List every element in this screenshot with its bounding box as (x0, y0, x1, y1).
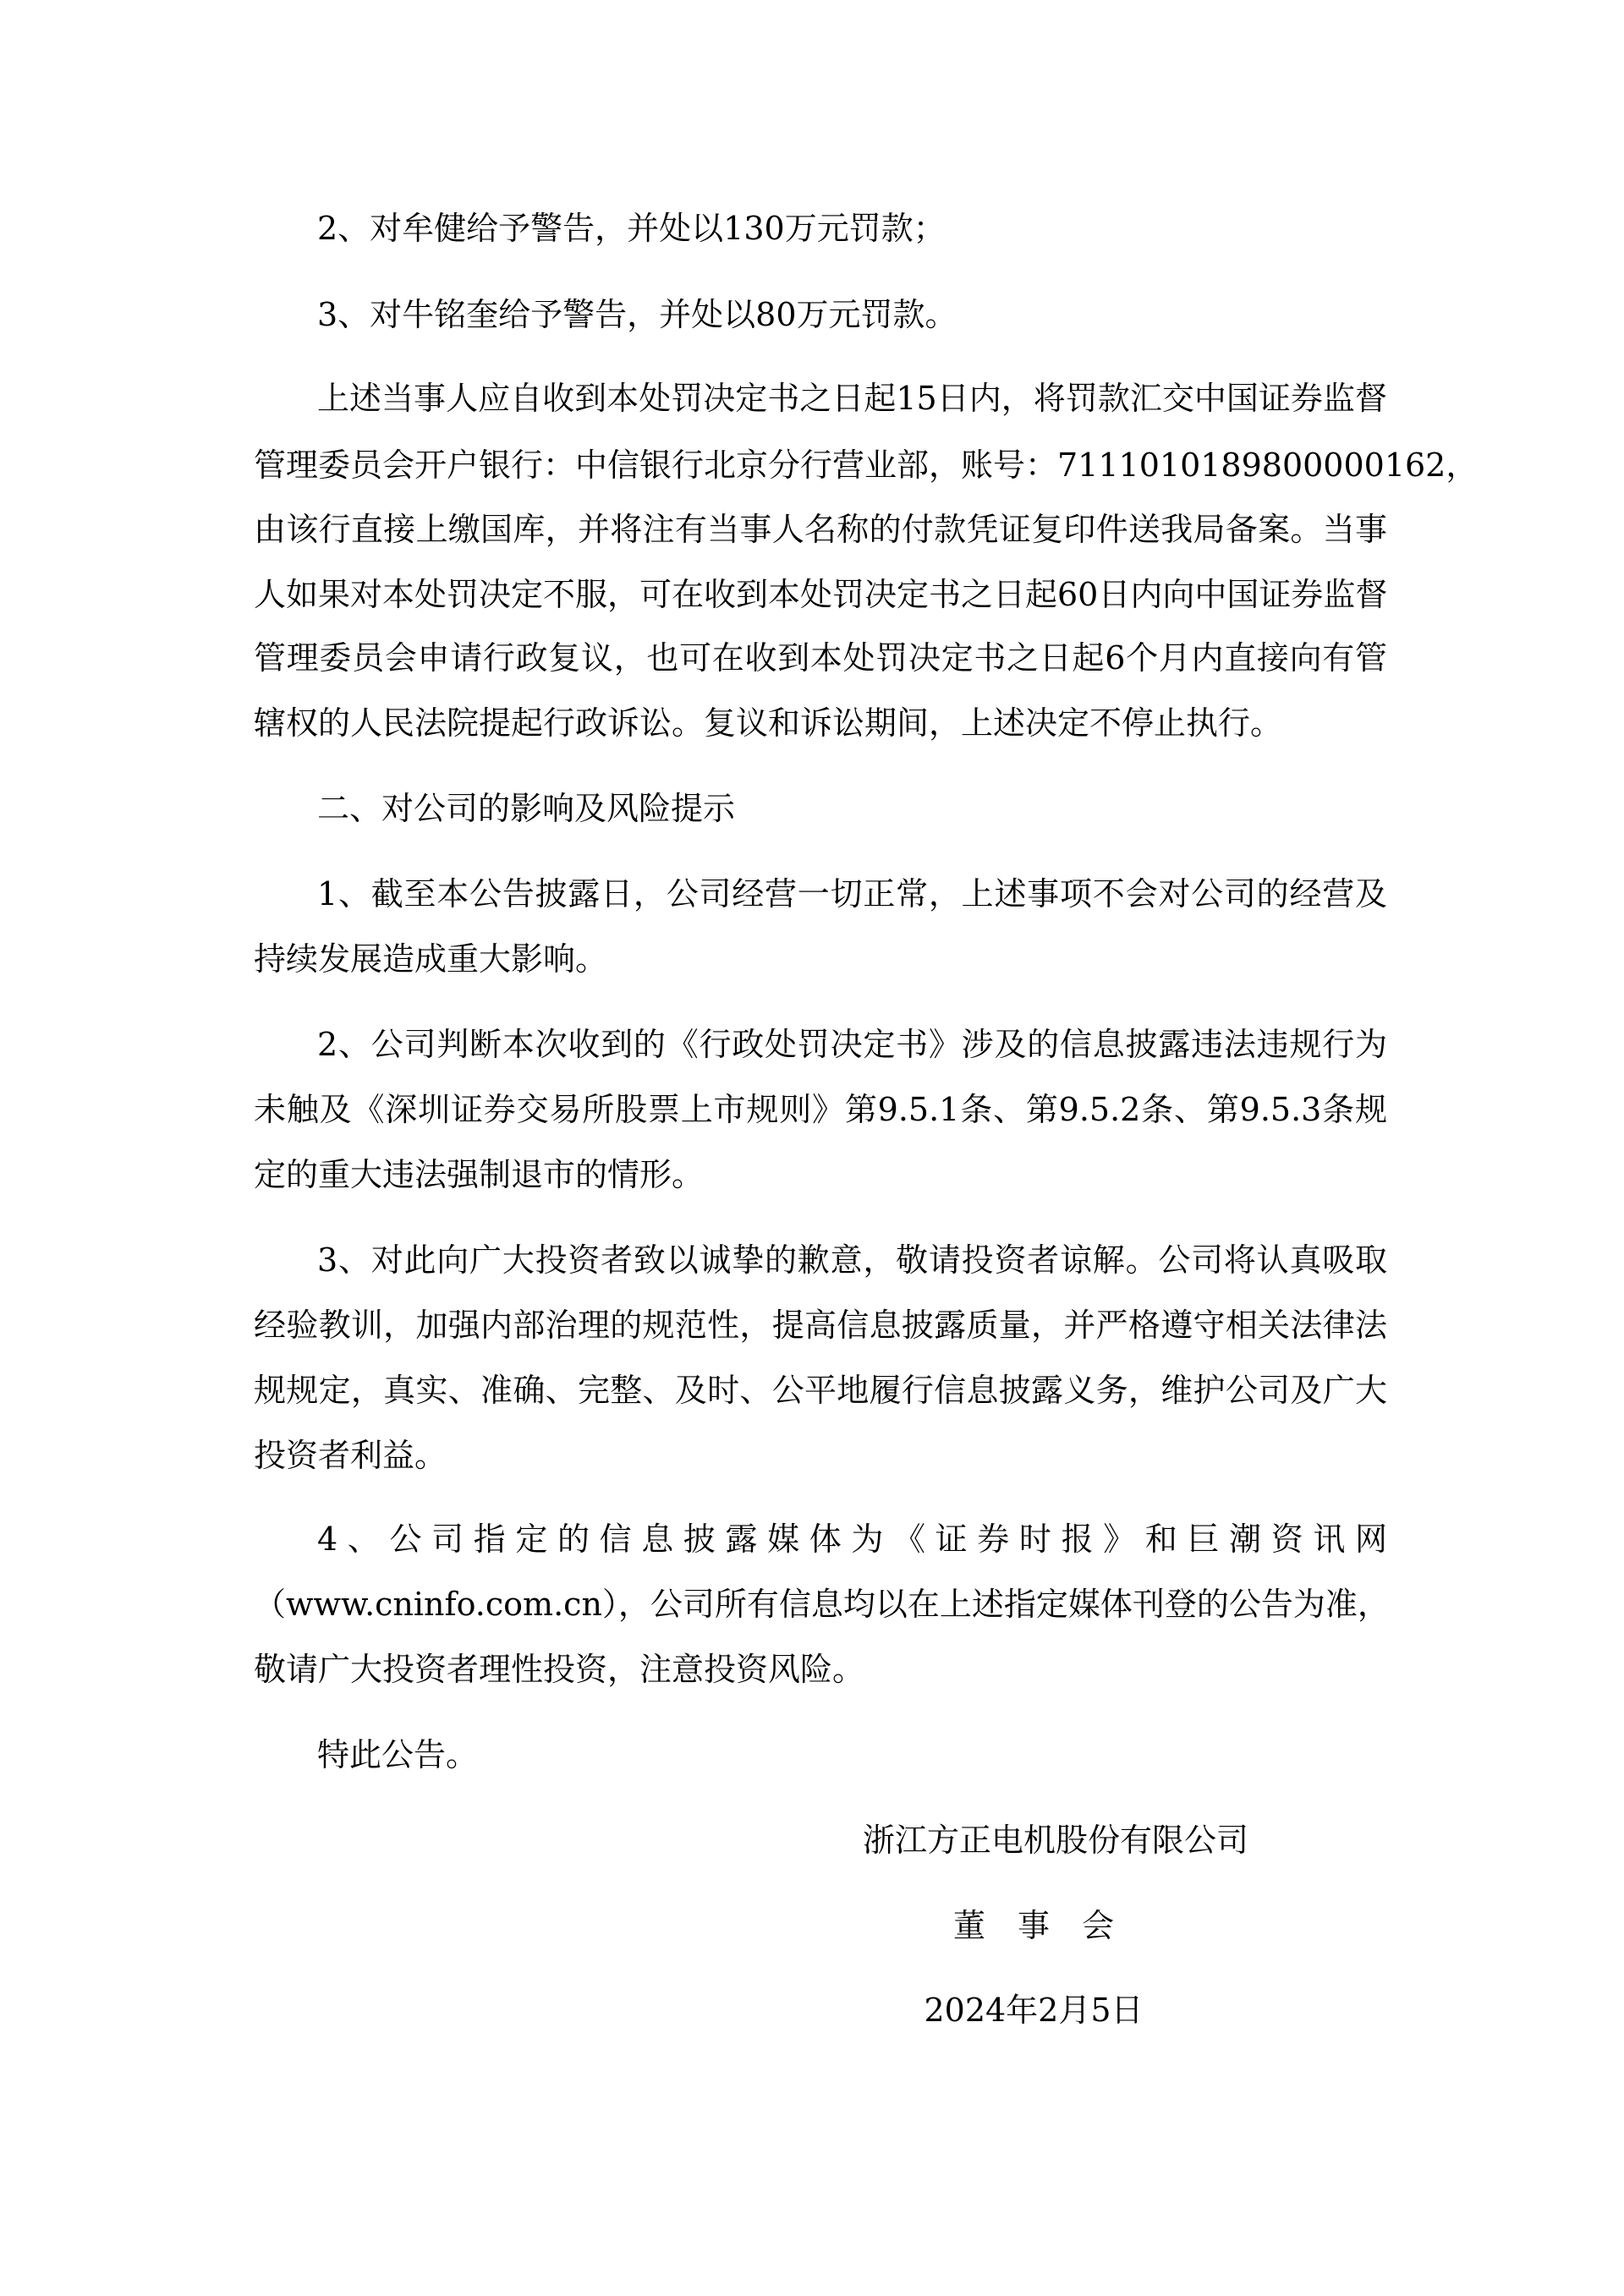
impact-item-1-line: 1、截至本公告披露日，公司经营一切正常，上述事项不会对公司的经营及 (317, 875, 1387, 912)
impact-item-3-line: 经验教训，加强内部治理的规范性，提高信息披露质量，并严格遵守相关法律法 (254, 1307, 1387, 1344)
payment-paragraph-line: 人如果对本处罚决定不服，可在收到本处罚决定书之日起60日内向中国证券监督 (254, 576, 1388, 613)
impact-item-1-line: 持续发展造成重大影响。 (254, 940, 608, 978)
impact-item-2-line: 2、公司判断本次收到的《行政处罚决定书》涉及的信息披露违法违规行为 (317, 1026, 1387, 1063)
signature-date: 2024年2月5日 (924, 1992, 1144, 2029)
impact-item-3-line: 投资者利益。 (254, 1437, 447, 1474)
section-heading: 二、对公司的影响及风险提示 (317, 790, 736, 827)
impact-item-2-line: 定的重大违法强制退市的情形。 (254, 1156, 705, 1193)
impact-item-4-line: 敬请广大投资者理性投资，注意投资风险。 (254, 1651, 865, 1688)
closing-statement: 特此公告。 (317, 1736, 479, 1773)
payment-paragraph-line: 由该行直接上缴国库，并将注有当事人名称的付款凭证复印件送我局备案。当事 (254, 511, 1387, 548)
signature-company: 浙江方正电机股份有限公司 (862, 1822, 1248, 1859)
impact-item-3-line: 3、对此向广大投资者致以诚挚的歉意，敬请投资者谅解。公司将认真吸取 (317, 1241, 1387, 1279)
penalty-item-3: 3、对牛铭奎给予警告，并处以80万元罚款。 (317, 296, 957, 333)
payment-paragraph-line: 辖权的人民法院提起行政诉讼。复议和诉讼期间，上述决定不停止执行。 (254, 704, 1283, 742)
payment-paragraph-line: 管理委员会申请行政复议，也可在收到本处罚决定书之日起6个月内直接向有管 (254, 639, 1387, 677)
signature-board: 董 事 会 (952, 1907, 1114, 1944)
penalty-item-2: 2、对牟健给予警告，并处以130万元罚款； (317, 210, 946, 247)
impact-item-4-line: （www.cninfo.com.cn），公司所有信息均以在上述指定媒体刊登的公告为准， (254, 1586, 1390, 1623)
payment-paragraph-line: 管理委员会开户银行：中信银行北京分行营业部，账号：7111010189800000162， (254, 447, 1479, 484)
impact-item-3-line: 规规定，真实、准确、完整、及时、公平地履行信息披露义务，维护公司及广大 (254, 1372, 1387, 1409)
impact-item-2-line: 未触及《深圳证券交易所股票上市规则》第9.5.1条、第9.5.2条、第9.5.3条规 (254, 1091, 1387, 1128)
payment-paragraph-line: 上述当事人应自收到本处罚决定书之日起15日内，将罚款汇交中国证券监督 (317, 380, 1387, 417)
impact-item-4-line: 4、公司指定的信息披露媒体为《证券时报》和巨潮资讯网 (317, 1521, 1387, 1558)
